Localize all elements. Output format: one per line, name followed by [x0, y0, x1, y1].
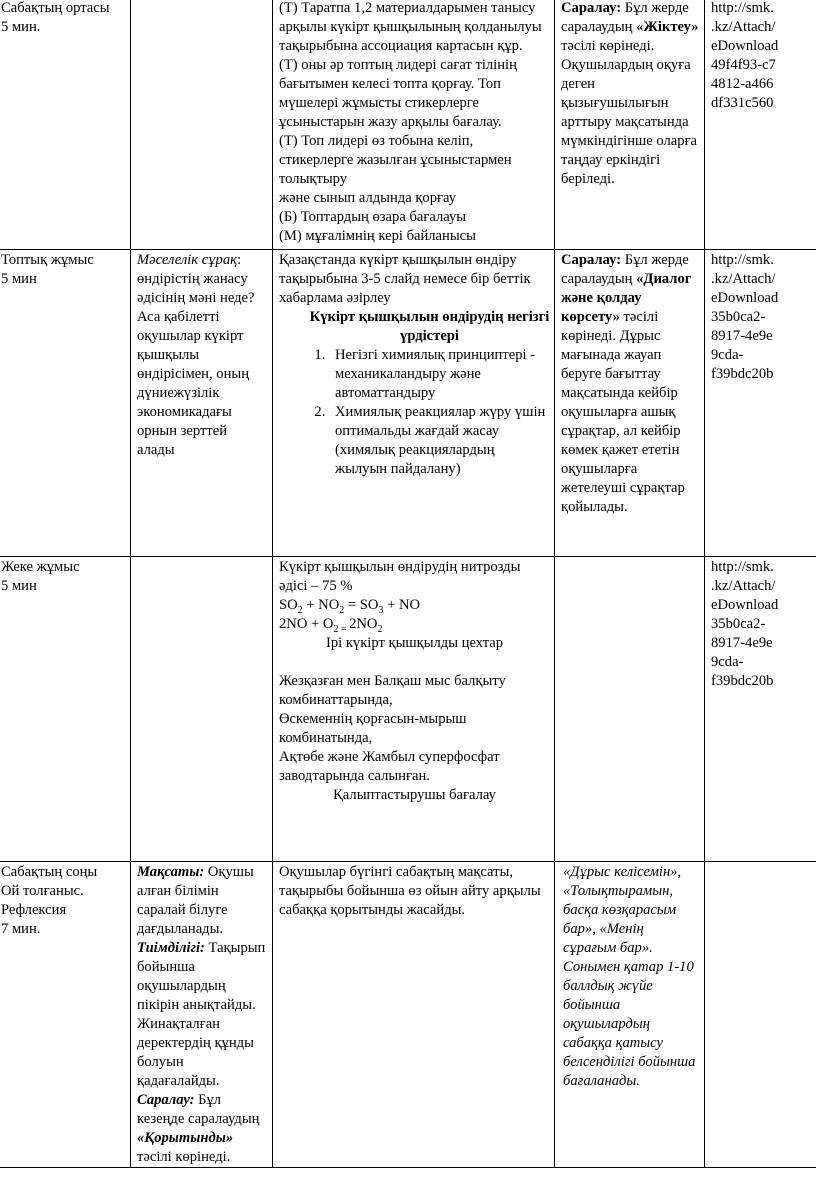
- effect-label: Тиімділігі:: [137, 940, 205, 956]
- equation: $SO_2 + NO_2 = SO_3$ + NO: [279, 597, 421, 616]
- resource-link[interactable]: f39bdc20b: [711, 673, 774, 689]
- resource-link[interactable]: http://smk.: [711, 252, 774, 268]
- place-line: Жезқазған мен Балқаш мыс балқыту комбинаттарында,: [279, 673, 506, 708]
- goal-cell: [131, 557, 273, 862]
- stage-title: Жеке жұмыс: [1, 559, 80, 575]
- list-item: 1. Негізгі химиялық принциптері - механикаландыру және автоматтандыру: [329, 346, 550, 403]
- activity-line: (М) мұғалімнің кері байланысы: [279, 228, 476, 244]
- diff-label: Саралау:: [561, 252, 622, 268]
- stage-cell: [0, 862, 131, 1168]
- activity-intro: Күкірт қышқылын өндірудің нитрозды әдісі – 75 %: [279, 559, 521, 594]
- resource-link[interactable]: 35b0ca2-: [711, 309, 766, 325]
- activity-intro: Қазақстанда күкірт қышқылын өндіру тақырыбына 3-5 слайд немесе бір беттік хабарлама әзірлеу: [279, 252, 531, 306]
- stage-title: Топтық жұмыс: [1, 252, 94, 268]
- stage-title: Сабақтың соңы: [1, 864, 98, 880]
- activity-cell: [273, 250, 555, 557]
- resources-cell: [705, 557, 816, 862]
- resource-link[interactable]: 49f4f93-c7: [711, 57, 776, 73]
- resource-link[interactable]: eDownload: [711, 597, 779, 613]
- resource-link[interactable]: 9cda-: [711, 654, 744, 670]
- resource-link[interactable]: 8917-4e9e: [711, 635, 773, 651]
- stage-sub: Ой толғаныс.: [1, 883, 84, 899]
- goal-text: Оқушы алған білімін саралай білуге дағдыланады.: [137, 864, 254, 937]
- resource-link[interactable]: 8917-4e9e: [711, 328, 773, 344]
- resource-link[interactable]: f39bdc20b: [711, 366, 774, 382]
- place-line: Өскеменнің қорғасын-мырыш комбинатында,: [279, 711, 467, 746]
- assessment-cell: [555, 862, 705, 1168]
- diff-method: «Диалог және қолдау көрсету»: [561, 271, 692, 325]
- goal-cell: [131, 250, 273, 557]
- goal-cell: [131, 0, 273, 250]
- assessment-cell: [555, 0, 705, 250]
- stage-sub: Рефлексия: [1, 902, 67, 918]
- process-list: [279, 346, 550, 479]
- place-line: Ақтөбе және Жамбыл суперфосфат заводтарында салынған.: [279, 749, 500, 784]
- resource-link[interactable]: 35b0ca2-: [711, 616, 766, 632]
- table-row: [0, 250, 816, 557]
- table-row: [0, 0, 816, 250]
- stage-title: Сабақтың ортасы: [1, 0, 110, 16]
- goal-cell: [131, 862, 273, 1168]
- subheading: Ірі күкірт қышқылды цехтар: [325, 635, 504, 651]
- diff-text: Бұл кезеңде саралаудың: [137, 1092, 260, 1127]
- resource-link[interactable]: df331c560: [711, 95, 774, 111]
- stage-time: 7 мин.: [1, 921, 41, 937]
- list-item: 2. Химиялық реакциялар жүру үшін оптимальды жағдай жасау (химялық реакциялардың жылуын пайдалану): [329, 403, 550, 479]
- activity-line: және сынып алдында қорғау: [279, 190, 457, 206]
- assessment-cell: [555, 250, 705, 557]
- effect-text: Тақырып бойынша оқушылардың пікірін анықтайды. Жинақталған деректердің құнды болуын қадағалайды.: [137, 940, 266, 1089]
- resource-link[interactable]: 4812-a466: [711, 76, 774, 92]
- activity-line: (Т) Топ лидері өз тобына келіп, стикерлерге жазылған ұсыныстармен толықтыру: [279, 133, 512, 187]
- resource-link[interactable]: eDownload: [711, 290, 779, 306]
- stage-cell: [0, 557, 131, 862]
- activity-text: Оқушылар бүгінгі сабақтың мақсаты, тақырыбы бойынша өз ойын айту арқылы сабаққа қорытынды жасайды.: [279, 864, 541, 918]
- resource-link[interactable]: http://smk.: [711, 559, 774, 575]
- resource-link[interactable]: eDownload: [711, 38, 779, 54]
- equation: $2NO + O_{2 =}$ $2NO_2$: [279, 616, 383, 635]
- diff-text: Бұл жерде саралаудың: [561, 252, 689, 287]
- resources-cell: [705, 250, 816, 557]
- assessment-label: Қалыптастырушы бағалау: [333, 787, 496, 803]
- diff-method: «Жіктеу»: [636, 19, 699, 35]
- diff-text: тәсілі көрінеді.: [137, 1149, 231, 1165]
- resource-link[interactable]: .kz/Attach/: [711, 19, 776, 35]
- activity-cell: [273, 0, 555, 250]
- activity-cell: [273, 557, 555, 862]
- diff-method: «Қорытынды»: [137, 1130, 234, 1146]
- activity-line: (Т) оны әр топтың лидері сағат тілінің бағытымен келесі топта қорғау. Топ мүшелері жұмысты стикерлерге ұсыныстарын жазу арқылы бағалау.: [279, 57, 517, 130]
- stage-time: 5 мин.: [1, 19, 41, 35]
- stage-time: 5 мин: [1, 271, 37, 287]
- table-row: [0, 862, 816, 1168]
- resource-link[interactable]: 9cda-: [711, 347, 744, 363]
- stage-cell: [0, 0, 131, 250]
- activity-line: (Б) Топтардың өзара бағалауы: [279, 209, 467, 225]
- table-row: [0, 557, 816, 862]
- diff-label: Саралау:: [561, 0, 622, 16]
- assessment-text: «Дұрыс келісемін», «Толықтырамын, басқа көзқарасым бар», «Менің сұрағым бар». Сонымен қатар 1-10 баллдық жүйе бойынша оқушылардың сабаққа қатысу белсенділігі бойынша бағаланады.: [563, 864, 696, 1089]
- resources-cell: [705, 0, 816, 250]
- diff-text: тәсілі көрінеді. Дұрыс мағынада жауап беруге бағыттау мақсатында кейбір оқушыларға ашық сұрақтар, ал кейбір көмек қажет ететін оқушыларға жетелеуші сұрақтар қойылады.: [561, 309, 685, 515]
- activity-heading: Күкірт қышқылын өндірудің негізгі үрдістері: [309, 309, 550, 344]
- stage-time: 5 мин: [1, 578, 37, 594]
- assessment-cell: [555, 557, 705, 862]
- diff-text: тәсілі көрінеді. Оқушылардың оқуға деген қызығушылығын арттыру мақсатында мүмкіндігінше оларға таңдау еркіндігі беріледі.: [561, 38, 698, 187]
- resource-link[interactable]: http://smk.: [711, 0, 774, 16]
- diff-label: Саралау:: [137, 1092, 195, 1108]
- activity-line: (Т) Таратпа 1,2 материалдарымен танысу арқылы күкірт қышқылының қолданылуы тақырыбына ассоциация картасын құр.: [279, 0, 542, 54]
- goal-text: : өндірістің жанасу әдісінің мәні неде? Аса қабілетті оқушылар күкірт қышқылы өндірісімен, оның дүниежүзілік экономикадағы орнын зерттей алады: [137, 252, 255, 458]
- resource-link[interactable]: .kz/Attach/: [711, 578, 776, 594]
- goal-label: Мақсаты:: [137, 864, 205, 880]
- goal-label: Мәселелік сұрақ: [137, 252, 237, 268]
- resources-cell: [705, 862, 816, 1168]
- activity-cell: [273, 862, 555, 1168]
- resource-link[interactable]: .kz/Attach/: [711, 271, 776, 287]
- diff-text: Бұл жерде саралаудың: [561, 0, 689, 35]
- stage-cell: [0, 250, 131, 557]
